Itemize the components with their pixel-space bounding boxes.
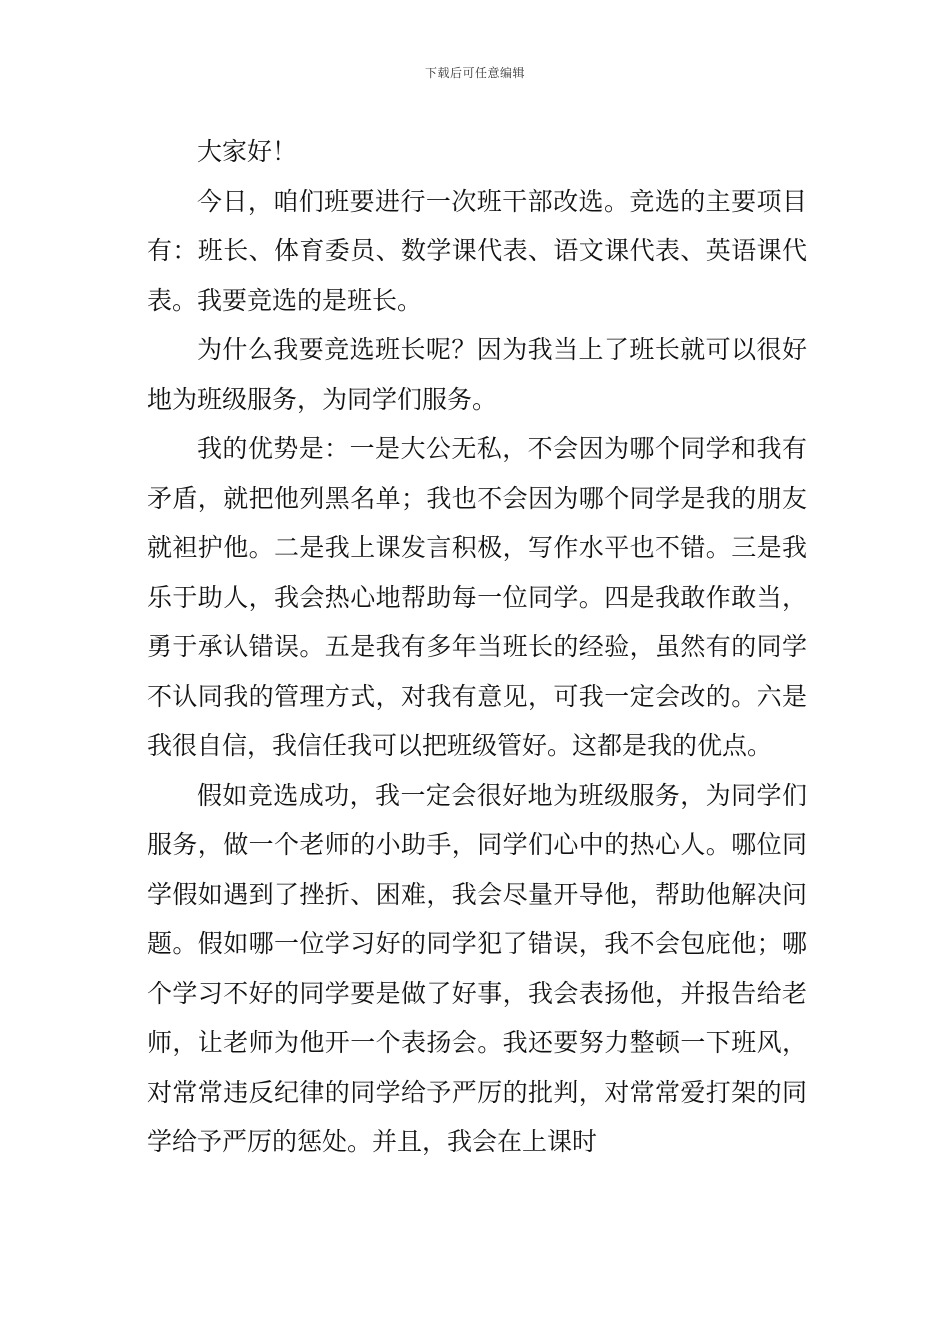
- paragraph-greeting: 大家好！: [197, 137, 298, 166]
- paragraph-reason: 为什么我要竞选班长呢？因为我当上了班长就可以很好地为班级服务，为同学们服务。: [147, 335, 807, 414]
- paragraph-strengths: 我的优势是：一是大公无私，不会因为哪个同学和我有矛盾，就把他列黑名单；我也不会因为哪个同学是我的朋友就袒护他。二是我上课发言积极，写作水平也不错。三是我乐于助人，我会热心地帮助每一位同学。四是我敢作敢当，勇于承认错误。五是我有多年当班长的经验，虽然有的同学不认同我的管理方式，对我有意见，可我一定会改的。六是我很自信，我信任我可以把班级管好。这都是我的优点。: [147, 434, 807, 760]
- paragraph-plans: 假如竞选成功，我一定会很好地为班级服务，为同学们服务，做一个老师的小助手，同学们心中的热心人。哪位同学假如遇到了挫折、困难，我会尽量开导他，帮助他解决问题。假如哪一位学习好的同学犯了错误，我不会包庇他；哪个学习不好的同学要是做了好事，我会表扬他，并报告给老师，让老师为他开一个表扬会。我还要努力整顿一下班风，对常常违反纪律的同学给予严厉的批判，对常常爱打架的同学给予严厉的惩处。并且，我会在上课时: [147, 780, 807, 1156]
- paragraph-election-intro: 今日，咱们班要进行一次班干部改选。竞选的主要项目有：班长、体育委员、数学课代表、语文课代表、英语课代表。我要竞选的是班长。: [147, 186, 807, 315]
- document-body: [147, 127, 807, 1167]
- page-header-note: 下载后可任意编辑: [424, 66, 525, 80]
